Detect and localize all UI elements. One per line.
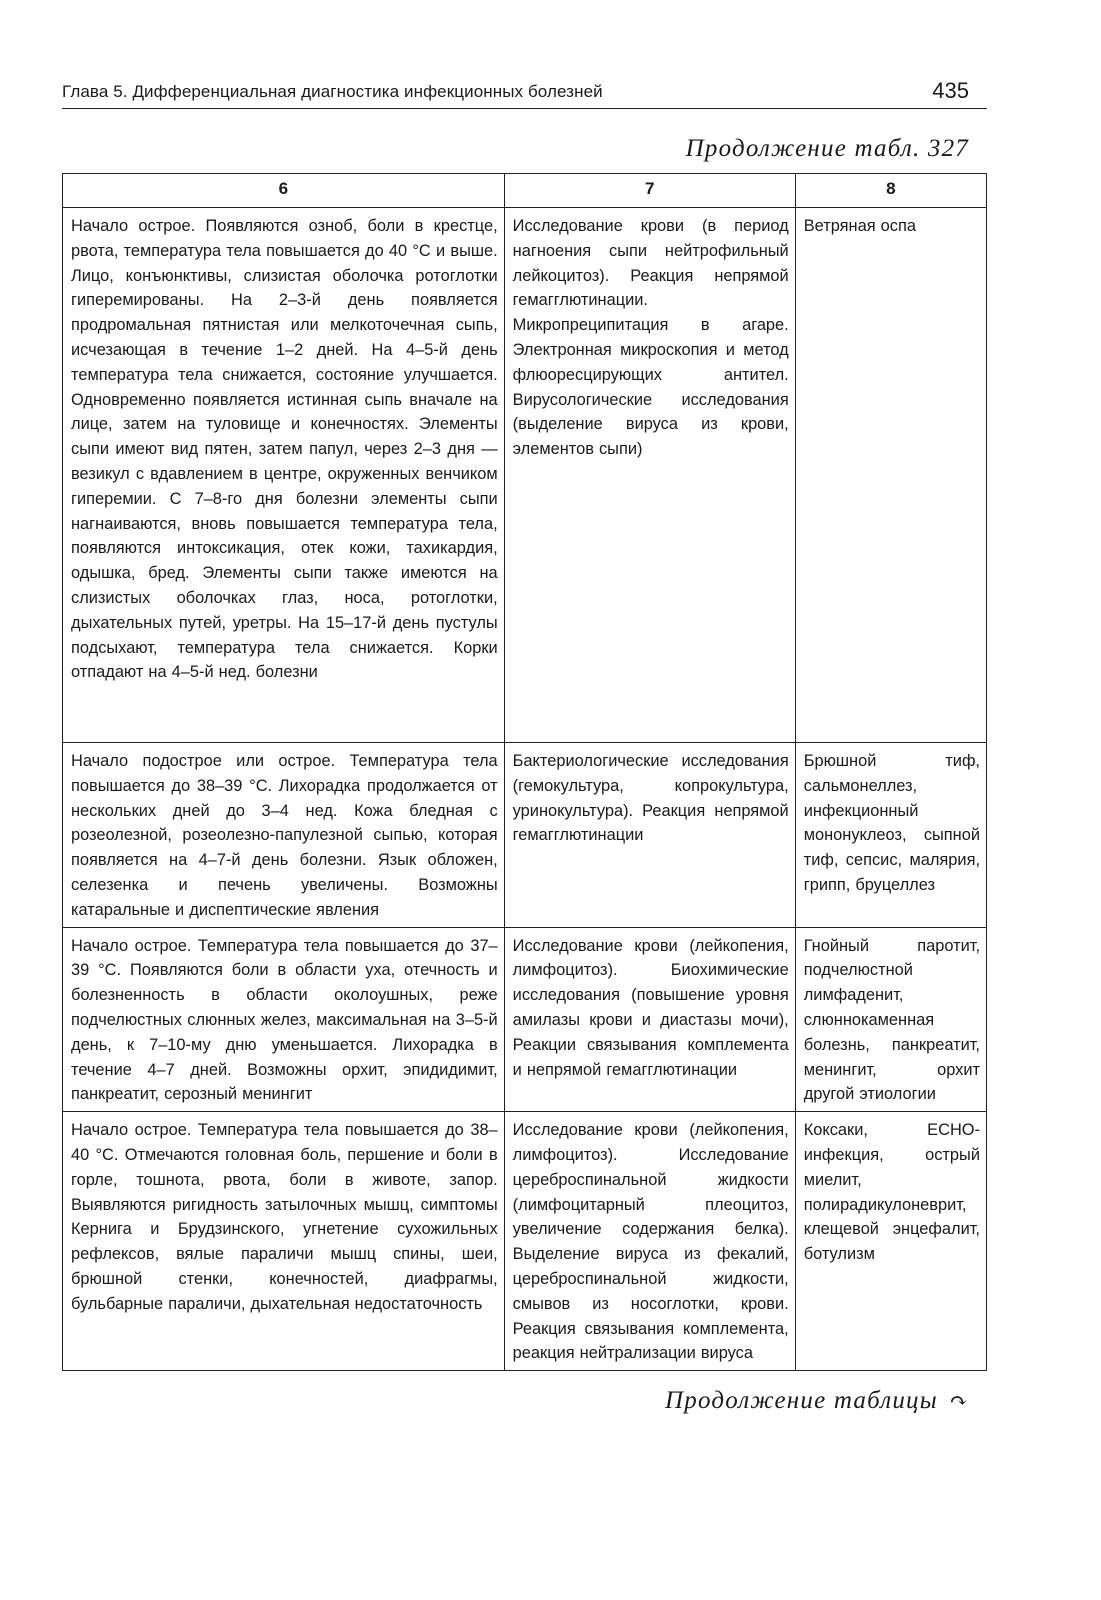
page <box>62 70 987 1415</box>
diagnosis-table <box>62 173 987 1371</box>
table-row <box>63 743 987 928</box>
lab-diagnostics-cell: Исследование крови (лейкопения, лимфоцитоз). Биохимические исследования (повышение уровня амилазы крови и диастазы мочи), Реакции связывания комплемента и непрямой гемагглютинации <box>504 927 795 1112</box>
table-row <box>63 1112 987 1371</box>
running-head <box>62 70 987 109</box>
differential-diagnosis-cell: Коксаки, ЕСНО-инфекция, острый миелит, полирадикулоневрит, клещевой энцефалит, ботулизм <box>795 1112 986 1371</box>
table-header-row <box>63 174 987 208</box>
differential-diagnosis-cell: Ветряная оспа <box>795 208 986 743</box>
table-row <box>63 208 987 743</box>
column-header-8: 8 <box>795 174 986 208</box>
table-row <box>63 927 987 1112</box>
lab-diagnostics-cell: Исследование крови (в период нагноения сыпи нейтрофильный лейкоцитоз). Реакция непрямой гемагглютинации. Микропреципитация в агаре. Электронная микроскопия и метод флюоресцирующих антител. Вирусологические исследования (выделение вируса из крови, элементов сыпи) <box>504 208 795 743</box>
turn-arrow-icon: ↷ <box>949 1388 969 1414</box>
clinical-signs-cell: Начало подострое или острое. Температура тела повышается до 38–39 °С. Лихорадка продолжается от нескольких дней до 3–4 нед. Кожа бледная с розеолезной, розеолезно-папулезной сыпью, которая появляется на 4–7-й день болезни. Язык обложен, селезенка и печень увеличены. Возможны катаральные и диспептические явления <box>63 743 505 928</box>
clinical-signs-cell: Начало острое. Температура тела повышается до 38–40 °С. Отмечаются головная боль, першение и боли в горле, тошнота, рвота, боли в животе, запор. Выявляются ригидность затылочных мышц, симптомы Кернига и Брудзинского, угнетение сухожильных рефлексов, вялые параличи мышц спины, шеи, брюшной стенки, конечностей, диафрагмы, бульбарные параличи, дыхательная недостаточность <box>63 1112 505 1371</box>
lab-diagnostics-cell: Бактериологические исследования (гемокультура, копрокультура, уринокультура). Реакция непрямой гемагглютинации <box>504 743 795 928</box>
differential-diagnosis-cell: Гнойный паротит, подчелюстной лимфаденит, слюннокаменная болезнь, панкреатит, менингит, орхит другой этиологии <box>795 927 986 1112</box>
continuation-label: Продолжение таблицы <box>665 1387 938 1415</box>
column-header-6: 6 <box>63 174 505 208</box>
lab-diagnostics-cell: Исследование крови (лейкопения, лимфоцитоз). Исследование цереброспинальной жидкости (лимфоцитарный плеоцитоз, увеличение содержания белка). Выделение вируса из фекалий, цереброспинальной жидкости, смывов из носоглотки, крови. Реакция связывания комплемента, реакция нейтрализации вируса <box>504 1112 795 1371</box>
page-number: 435 <box>932 78 969 103</box>
clinical-signs-cell: Начало острое. Появляются озноб, боли в крестце, рвота, температура тела повышается до 40 °С и выше. Лицо, конъюнктивы, слизистая оболочка ротоглотки гиперемированы. На 2–3-й день появляется продромальная пятнистая или мелкоточечная сыпь, исчезающая в течение 1–2 дней. На 4–5-й день температура тела снижается, состояние улучшается. Одновременно появляется истинная сыпь вначале на лице, затем на туловище и конечностях. Элементы сыпи имеют вид пятен, затем папул, через 2–3 дня — везикул с вдавлением в центре, окруженных венчиком гиперемии. С 7–8-го дня болезни элементы сыпи нагнаиваются, вновь повышается температура тела, появляются интоксикация, отек кожи, тахикардия, одышка, бред. Элементы сыпи также имеются на слизистых оболочках глаз, носа, ротоглотки, дыхательных путей, уретры. На 15–17-й день пустулы подсыхают, температура тела снижается. Корки отпадают на 4–5-й нед. болезни <box>63 208 505 743</box>
differential-diagnosis-cell: Брюшной тиф, сальмонеллез, инфекционный мононуклеоз, сыпной тиф, сепсис, малярия, грипп, бруцеллез <box>795 743 986 928</box>
table-continuation-footer <box>62 1387 987 1415</box>
chapter-title: Глава 5. Дифференциальная диагностика инфекционных болезней <box>62 82 603 101</box>
clinical-signs-cell: Начало острое. Температура тела повышается до 37–39 °С. Появляются боли в области уха, отечность и болезненность в области околоушных, реже подчелюстных слюнных желез, максимальная на 3–5-й день, к 7–10-му дню уменьшается. Лихорадка в течение 4–7 дней. Возможны орхит, эпидидимит, панкреатит, серозный менингит <box>63 927 505 1112</box>
column-header-7: 7 <box>504 174 795 208</box>
table-continuation-title: Продолжение табл. 327 <box>685 135 969 162</box>
